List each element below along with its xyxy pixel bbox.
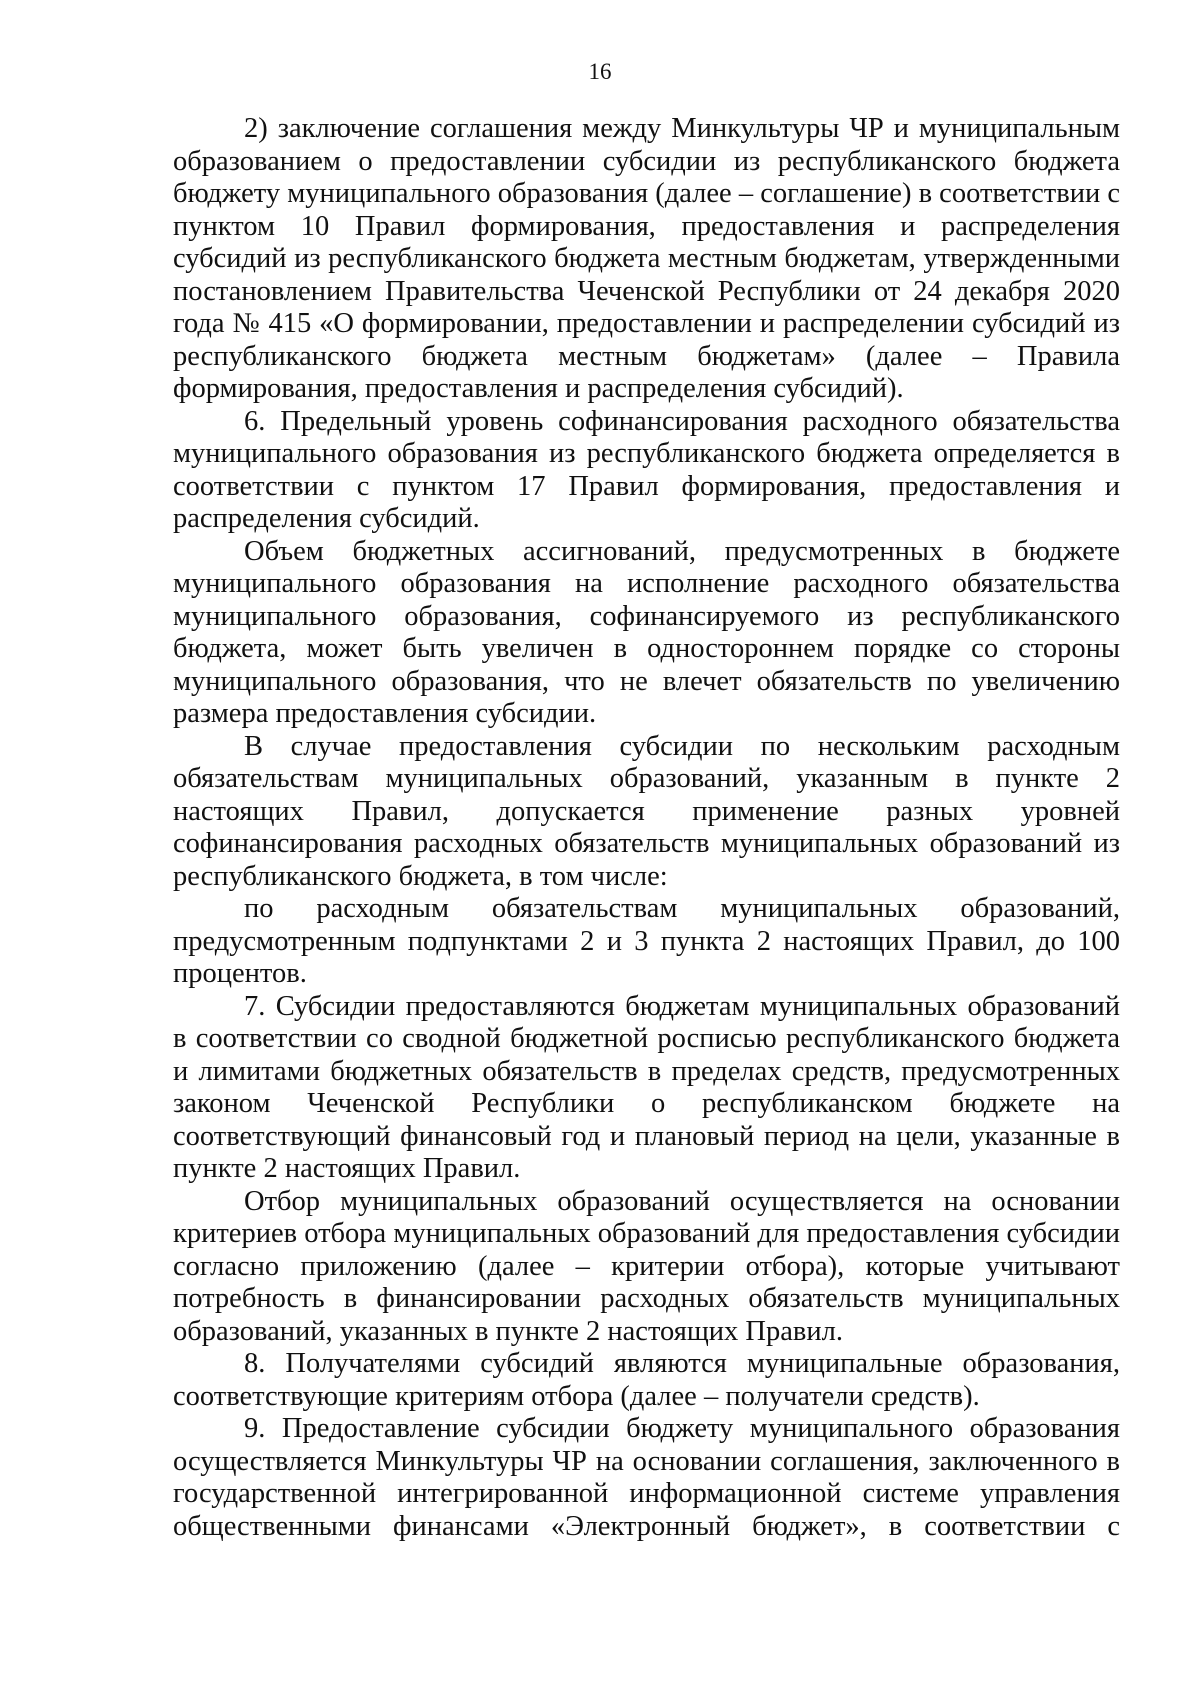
paragraph-6-cofinancing-level: 6. Предельный уровень софинансирования расходного обязательства муниципального образования из республиканского бюджета определяется в соответствии с пунктом 17 Правил формирования, предоставления и распределения субсидий. [173,405,1120,534]
paragraph-item-2-agreement: 2) заключение соглашения между Минкультуры ЧР и муниципальным образованием о предоставлении субсидии из республиканского бюджета бюджету муниципального образования (далее – соглашение) в соответствии с пунктом 10 Правил формирования, предоставления и распределения субсидий из республиканского бюджета местным бюджетам, утвержденными постановлением Правительства Чеченской Республики от 24 декабря 2020 года № 415 «О формировании, предоставлении и распределении субсидий из республиканского бюджета местным бюджетам» (далее – Правила формирования, предоставления и распределения субсидий). [173,113,1120,404]
paragraph-9-provision: 9. Предоставление субсидии бюджету муниципального образования осуществляется Минкультуры ЧР на основании соглашения, заключенного в государственной интегрированной информационной системе управления общественными финансами «Электронный бюджет», в соответствии с [173,1413,1120,1542]
document-body [173,113,1120,1543]
page-number: 16 [588,59,612,84]
paragraph-8-recipients: 8. Получателями субсидий являются муниципальные образования, соответствующие критериям отбора (далее – получатели средств). [173,1348,1120,1412]
paragraph-selection-criteria: Отбор муниципальных образований осуществляется на основании критериев отбора муниципальных образований для предоставления субсидии согласно приложению (далее – критерии отбора), которые учитывают потребность в финансировании расходных обязательств муниципальных образований, указанных в пункте 2 настоящих Правил. [173,1185,1120,1347]
paragraph-up-to-100-percent: по расходным обязательствам муниципальных образований, предусмотренным подпунктами 2 и 3 пункта 2 настоящих Правил, до 100 процентов. [173,893,1120,989]
paragraph-budget-allocations: Объем бюджетных ассигнований, предусмотренных в бюджете муниципального образования на исполнение расходного обязательства муниципального образования, софинансируемого из республиканского бюджета, может быть увеличен в одностороннем порядке со стороны муниципального образования, что не влечет обязательств по увеличению размера предоставления субсидии. [173,535,1120,729]
paragraph-7-subsidies: 7. Субсидии предоставляются бюджетам муниципальных образований в соответствии со сводной бюджетной росписью республиканского бюджета и лимитами бюджетных обязательств в пределах средств, предусмотренных законом Чеченской Республики о республиканском бюджете на соответствующий финансовый год и плановый период на цели, указанные в пункте 2 настоящих Правил. [173,990,1120,1184]
paragraph-multiple-obligations: В случае предоставления субсидии по нескольким расходным обязательствам муниципальных образований, указанным в пункте 2 настоящих Правил, допускается применение разных уровней софинансирования расходных обязательств муниципальных образований из республиканского бюджета, в том числе: [173,730,1120,892]
